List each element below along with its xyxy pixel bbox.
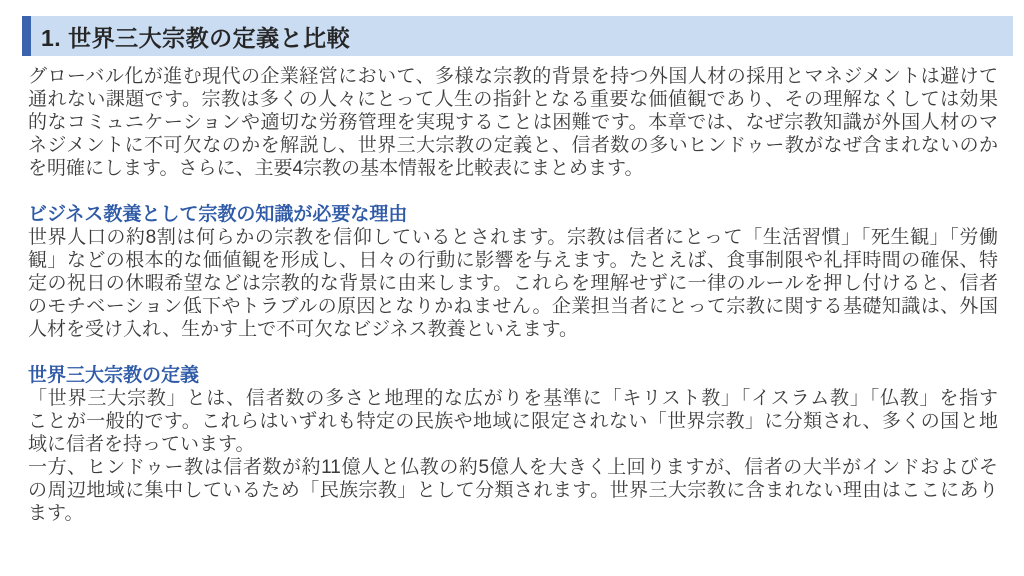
text-line: 一方、ヒンドゥー教は信者数が約11億人と仏教の約5億人を大きく上回りますが、信者の大半がインドおよびそ	[28, 457, 998, 478]
text-line: 域に信者を持っています。	[28, 434, 255, 455]
text-line: の周辺地域に集中しているため「民族宗教」として分類されます。世界三大宗教に含まれない理由はここにあり	[28, 480, 998, 501]
text-line: ネジメントに不可欠なのかを解説し、世界三大宗教の定義と、信者数の多いヒンドゥー教がなぜ含まれないのか	[28, 135, 998, 156]
text-line: 通れない課題です。宗教は多くの人々にとって人生の指針となる重要な価値観であり、その理解なくしては効果	[28, 89, 998, 110]
text-line: グローバル化が進む現代の企業経営において、多様な宗教的背景を持つ外国人材の採用とマネジメントは避けて	[28, 66, 998, 87]
section-header	[22, 16, 1013, 56]
text-line: 「世界三大宗教」とは、信者数の多さと地理的な広がりを基準に「キリスト教」「イスラム教」「仏教」を指す	[28, 388, 998, 409]
text-line: 的なコミュニケーションや適切な労務管理を実現することは困難です。本章では、なぜ宗教知識が外国人材のマ	[28, 112, 998, 133]
text-line: を明確にします。さらに、主要4宗教の基本情報を比較表にまとめます。	[28, 158, 644, 179]
subsection-heading: ビジネス教養として宗教の知識が必要な理由	[28, 204, 408, 225]
text-line: 定の祝日の休暇希望などは宗教的な背景に由来します。これらを理解せずに一律のルールを押し付けると、信者	[28, 273, 998, 294]
text-line: のモチベーション低下やトラブルの原因となりかねません。企業担当者にとって宗教に関する基礎知識は、外国	[28, 296, 998, 317]
document-body	[28, 65, 998, 525]
text-line: 人材を受け入れ、生かす上で不可欠なビジネス教養といえます。	[28, 319, 579, 340]
subsection-heading: 世界三大宗教の定義	[28, 365, 200, 386]
text-section	[28, 65, 998, 180]
text-section	[28, 203, 998, 341]
text-line: 観」などの根本的な価値観を形成し、日々の行動に影響を与えます。たとえば、食事制限や礼拝時間の確保、特	[28, 250, 998, 271]
text-line: ます。	[28, 503, 84, 524]
text-section	[28, 364, 998, 525]
text-line: 世界人口の約8割は何らかの宗教を信仰しているとされます。宗教は信者にとって「生活習慣」「死生観」「労働	[28, 227, 998, 248]
page-title: 1. 世界三大宗教の定義と比較	[41, 24, 351, 51]
text-line: ことが一般的です。これらはいずれも特定の民族や地域に限定されない「世界宗教」に分類され、多くの国と地	[28, 411, 998, 432]
